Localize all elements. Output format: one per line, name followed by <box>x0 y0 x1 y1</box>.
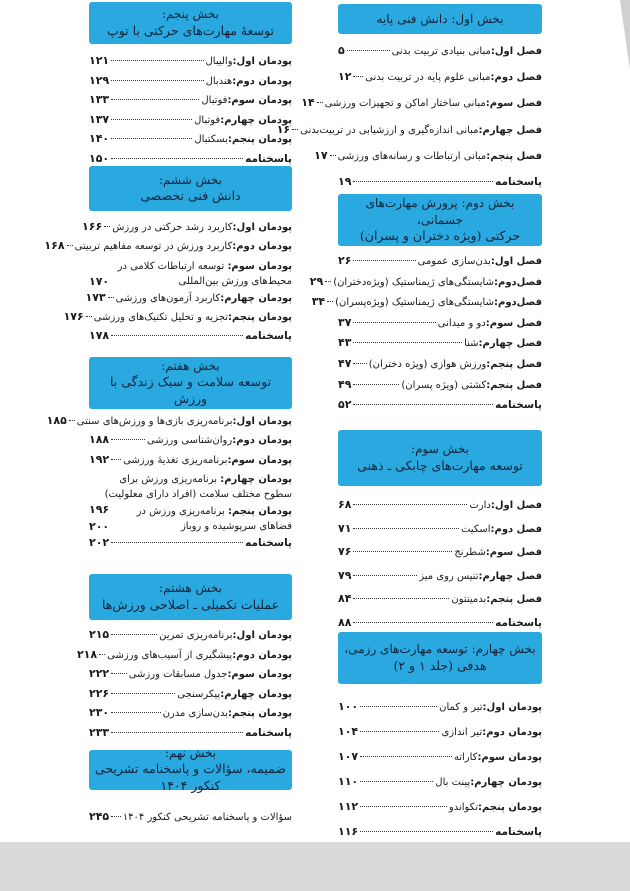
entry-title: بدمینتون <box>451 594 487 605</box>
section-entry-list <box>338 700 542 850</box>
entry-page: ۲۰۰ <box>89 519 110 533</box>
dot-leader <box>347 50 390 51</box>
toc-entry <box>82 220 292 239</box>
entry-label: پودمان سوم: <box>227 95 292 107</box>
entry-title: فوتبال <box>201 95 228 107</box>
section-entry-list <box>338 498 542 639</box>
dot-leader <box>111 542 243 543</box>
toc-entry <box>89 259 292 289</box>
toc-entry <box>89 726 292 746</box>
answer-key-label: پاسخنامه <box>495 826 542 838</box>
section-header-line: بخش هفتم: <box>161 359 220 374</box>
entry-title: برنامه‌ریزی تمرین <box>159 630 233 641</box>
section-header <box>338 194 542 246</box>
entry-label: فصل پنجم: <box>486 358 542 370</box>
toc-entry <box>89 453 292 472</box>
section-header-line: بخش نهم: <box>164 746 217 761</box>
dot-leader <box>353 575 417 576</box>
entry-page: ۴۳ <box>338 336 352 350</box>
entry-title: تنیس روی میز <box>419 570 479 582</box>
entry-page: ۲۹ <box>309 274 324 288</box>
entry-title: بدن‌سازی عمومی <box>417 256 491 267</box>
dot-leader <box>111 634 157 635</box>
entry-title: برنامه‌ریزی ورزش در فضاهای سرپوشیده و روباز <box>136 505 292 532</box>
section-header <box>89 357 292 409</box>
entry-label: پودمان پنجم: <box>227 134 292 146</box>
entry-title: بسکتبال <box>194 134 228 146</box>
entry-label: فصل چهارم: <box>478 570 542 582</box>
entry-page: ۱۸۵ <box>46 414 67 427</box>
dot-leader <box>108 297 114 298</box>
toc-entry <box>338 398 542 419</box>
entry-page: ۸۴ <box>338 592 352 605</box>
dot-leader <box>353 598 449 599</box>
entry-label: پودمان چهارم: <box>220 114 292 126</box>
dot-leader <box>104 226 110 227</box>
answer-key-label: پاسخنامه <box>495 616 542 629</box>
entry-page: ۶۸ <box>338 498 352 511</box>
entry-label: فصل چهارم: <box>478 124 542 136</box>
dot-leader <box>360 706 437 707</box>
entry-label: پودمان دوم: <box>232 649 292 661</box>
entry-title: فوتبال <box>194 114 221 126</box>
entry-title: برنامه‌ریزی ورزش برای سطوح مختلف سلامت (افراد دارای معلولیت) <box>104 473 292 500</box>
section-entry-list <box>89 54 292 172</box>
answer-key-label: پاسخنامه <box>245 536 292 549</box>
toc-entry <box>338 44 542 70</box>
dot-leader <box>360 806 447 807</box>
entry-page: ۲۶ <box>338 254 352 267</box>
section-entry-list <box>276 44 542 201</box>
entry-page: ۷۹ <box>338 568 352 582</box>
toc-entry <box>85 290 292 310</box>
entry-page: ۱۲ <box>338 70 352 84</box>
toc-entry <box>76 647 292 668</box>
entry-label: پودمان دوم: <box>232 241 292 253</box>
entry-label: فصل پنجم: <box>486 379 542 391</box>
entry-label: فصل چهارم: <box>478 338 542 350</box>
dot-leader <box>111 673 127 674</box>
section-header-line: بخش هشتم: <box>159 581 222 596</box>
toc-entry <box>338 569 542 593</box>
dot-leader <box>111 439 145 440</box>
entry-label: فصل دوم: <box>490 523 542 535</box>
entry-page: ۳۷ <box>338 315 352 329</box>
entry-page: ۵ <box>338 44 345 57</box>
toc-entry <box>338 775 542 800</box>
entry-label: پودمان اول: <box>232 56 292 67</box>
entry-title: مبانی علوم پایه در تربیت بدنی <box>365 72 491 84</box>
entry-title: شنا <box>464 338 479 350</box>
entry-label: پودمان چهارم: <box>220 688 292 700</box>
dot-leader <box>111 732 243 733</box>
dot-leader <box>111 99 199 100</box>
dot-leader <box>360 781 433 782</box>
entry-page: ۲۴۵ <box>89 810 110 823</box>
entry-label: پودمان دوم: <box>482 727 542 738</box>
entry-label: پودمان سوم: <box>227 454 292 466</box>
entry-label: فصل سوم: <box>485 317 542 329</box>
toc-entry <box>89 706 292 726</box>
entry-title: شطرنج <box>454 547 486 558</box>
entry-label: پودمان دوم: <box>232 75 292 87</box>
answer-key-label: پاسخنامه <box>245 152 292 165</box>
toc-entry <box>338 592 542 616</box>
toc-entry <box>276 122 542 149</box>
section-header <box>89 166 292 211</box>
entry-label: فصل سوم: <box>485 98 542 110</box>
page-bottom-margin <box>0 842 630 891</box>
entry-label: پودمان دوم: <box>232 435 292 447</box>
entry-title: سؤالات و پاسخنامه تشریحی کنکور ۱۴۰۴ <box>122 812 292 823</box>
dot-leader <box>360 831 493 832</box>
toc-entry <box>338 316 542 337</box>
toc-entry <box>314 148 542 175</box>
section-entry-list <box>46 414 292 555</box>
entry-label: پودمان سوم: <box>227 260 292 272</box>
entry-title: روان‌شناسی ورزشی <box>146 435 233 447</box>
entry-label: پودمان سوم: <box>477 752 542 763</box>
entry-page: ۲۱۸ <box>76 647 98 661</box>
entry-page: ۲۳۳ <box>89 725 110 739</box>
entry-title: والیبال <box>205 56 233 67</box>
entry-label: فصل‌دوم: <box>493 276 542 288</box>
dot-leader <box>292 129 298 130</box>
entry-page: ۱۹۶ <box>89 502 110 516</box>
entry-page: ۱۰۴ <box>338 725 359 738</box>
dot-leader <box>69 420 75 421</box>
toc-entry <box>338 545 542 569</box>
toc-entry <box>89 93 292 113</box>
entry-label: پودمان پنجم: <box>227 311 292 323</box>
entry-title: کاربرد رشد حرکتی در ورزش <box>112 222 233 233</box>
dot-leader <box>111 119 192 120</box>
entry-title: پیکرسنجی <box>177 688 221 700</box>
entry-title: مبانی بنیادی تربیت بدنی <box>391 46 491 57</box>
toc-entry <box>89 113 292 133</box>
dot-leader <box>360 731 439 732</box>
section-entry-list <box>76 628 292 745</box>
entry-page: ۱۱۲ <box>338 800 359 813</box>
entry-page: ۱۱۰ <box>338 775 359 788</box>
answer-key-label: پاسخنامه <box>495 399 542 412</box>
toc-entry <box>301 96 542 122</box>
entry-title: شایستگی‌های ژیمناستیک (ویژه‌دختران) <box>333 276 494 288</box>
section-header-line: حرکتی (ویژه دختران و پسران) <box>359 227 521 243</box>
entry-page: ۴۷ <box>338 356 352 370</box>
entry-page: ۲۳۰ <box>89 706 110 719</box>
dot-leader <box>353 342 462 343</box>
entry-page: ۱۹ <box>338 174 352 188</box>
dot-leader <box>353 622 493 623</box>
dot-leader <box>353 76 363 77</box>
toc-entry <box>309 274 542 296</box>
entry-title: دارت <box>469 500 491 511</box>
entry-page: ۱۴ <box>301 96 315 110</box>
toc-entry <box>46 414 292 433</box>
dot-leader <box>111 138 192 139</box>
dot-leader <box>353 322 435 323</box>
entry-title: کشتی (ویژه پسران) <box>401 379 487 391</box>
entry-title: پینت بال <box>435 777 471 788</box>
entry-label: پودمان پنجم: <box>227 708 292 719</box>
section-header <box>338 4 542 34</box>
dot-leader <box>111 816 121 817</box>
toc-entry <box>89 687 292 707</box>
toc-entry <box>89 132 292 152</box>
entry-label: پودمان پنجم: <box>227 505 292 517</box>
dot-leader <box>353 363 366 364</box>
entry-label: فصل اول: <box>490 46 542 57</box>
entry-title: کاراته <box>453 752 478 763</box>
dot-leader <box>330 155 336 156</box>
toc-entry <box>338 725 542 750</box>
entry-title: تیر و کمان <box>439 702 483 713</box>
entry-title: جدول مسابقات ورزشی <box>128 669 228 680</box>
entry-title: دو و میدانی <box>437 317 486 329</box>
entry-page: ۸۸ <box>338 615 352 629</box>
entry-page: ۵۲ <box>338 398 352 412</box>
entry-page: ۳۴ <box>311 295 326 309</box>
entry-label: پودمان چهارم: <box>220 473 292 485</box>
entry-page: ۲۲۲ <box>89 667 110 680</box>
entry-page: ۱۷۸ <box>89 329 110 343</box>
entry-label: فصل اول: <box>490 256 542 267</box>
entry-title: هندبال <box>205 75 233 87</box>
entry-page: ۱۴۰ <box>89 132 110 146</box>
answer-key-label: پاسخنامه <box>245 330 292 343</box>
toc-entry <box>338 750 542 775</box>
section-header-line: بخش اول: دانش فنی پایه <box>376 11 504 26</box>
entry-title: تکواندو <box>448 802 478 813</box>
entry-title: ورزش هوازی (ویژه دختران) <box>368 358 487 370</box>
entry-page: ۱۶۶ <box>82 220 103 233</box>
entry-label: پودمان پنجم: <box>477 802 542 813</box>
dot-leader <box>327 301 333 302</box>
answer-key-label: پاسخنامه <box>245 726 292 739</box>
entry-label: پودمان سوم: <box>227 669 292 680</box>
section-header <box>338 430 542 486</box>
entry-label: فصل اول: <box>490 500 542 511</box>
dot-leader <box>353 404 493 405</box>
dot-leader <box>111 158 243 159</box>
entry-page: ۲۱۵ <box>89 628 110 641</box>
toc-entry <box>338 378 542 399</box>
dot-leader <box>353 504 467 505</box>
entry-title: برنامه‌ریزی تغذیهٔ ورزشی <box>123 454 228 466</box>
entry-label: پودمان اول: <box>232 416 292 427</box>
entry-title: بدن‌سازی مدرن <box>162 708 228 719</box>
entry-page: ۷۶ <box>338 545 352 558</box>
entry-page: ۱۳۷ <box>89 112 110 126</box>
entry-page: ۱۶ <box>276 122 291 136</box>
section-header <box>89 574 292 620</box>
section-header <box>338 632 542 684</box>
entry-title: تیر اندازی <box>441 727 483 738</box>
section-entry-list <box>309 254 542 419</box>
section-header-line: ضمیمه، سؤالات و پاسخنامه تشریحی کنکور ۱۴۰۴ <box>94 761 287 794</box>
toc-entry <box>89 433 292 452</box>
entry-title: کاربرد آزمون‌های ورزشی <box>115 292 221 304</box>
entry-page: ۱۰۰ <box>338 700 359 713</box>
entry-page: ۲۰۲ <box>89 535 110 549</box>
entry-label: پودمان اول: <box>232 630 292 641</box>
dot-leader <box>111 80 203 81</box>
entry-page: ۱۰۷ <box>338 750 359 763</box>
toc-entry <box>89 810 292 828</box>
entry-label: فصل پنجم: <box>486 150 542 162</box>
dot-leader <box>353 260 415 261</box>
dot-leader <box>353 384 399 385</box>
entry-label: فصل دوم: <box>490 72 542 84</box>
toc-entry <box>44 239 292 258</box>
toc-entry <box>89 628 292 648</box>
dot-leader <box>67 245 73 246</box>
entry-title: اسکیت <box>460 523 491 535</box>
entry-page: ۱۳۳ <box>89 93 110 107</box>
page-corner <box>620 0 630 70</box>
toc-entry <box>338 357 542 378</box>
toc-entry <box>311 295 542 316</box>
entry-page: ۱۵۰ <box>89 151 110 165</box>
section-header-line: بخش چهارم: توسعه مهارت‌های رزمی، <box>344 642 536 657</box>
entry-label: فصل پنجم: <box>486 594 542 605</box>
toc-entry <box>89 74 292 94</box>
entry-label: پودمان چهارم: <box>220 292 292 304</box>
dot-leader <box>325 281 331 282</box>
entry-label: فصل‌دوم: <box>493 297 542 309</box>
section-header-line: توسعه سلامت و سبک زندگی با ورزش <box>109 374 272 407</box>
entry-label: پودمان اول: <box>482 702 542 713</box>
entry-label: پودمان اول: <box>232 222 292 233</box>
dot-leader <box>360 756 452 757</box>
toc-entry <box>338 700 542 725</box>
toc-entry <box>89 536 292 555</box>
entry-label: فصل سوم: <box>485 547 542 558</box>
dot-leader <box>317 102 323 103</box>
dot-leader <box>111 459 121 460</box>
entry-title: مبانی ساختار اماکن و تجهیزات ورزشی <box>324 98 486 110</box>
section-header-line: توسعهٔ مهارت‌های حرکتی با توپ <box>106 22 275 38</box>
toc-entry <box>338 522 542 546</box>
dot-leader <box>111 693 175 694</box>
dot-leader <box>86 316 92 317</box>
entry-title: تجزیه و تحلیل تکنیک‌های ورزشی <box>93 311 228 323</box>
toc-entry <box>338 336 542 357</box>
dot-leader <box>353 181 493 182</box>
entry-title: کاربرد ورزش در توسعه مفاهیم تربیتی <box>74 241 233 253</box>
answer-key-label: پاسخنامه <box>495 175 542 188</box>
dot-leader <box>99 654 105 655</box>
toc-entry <box>338 498 542 522</box>
toc-entry <box>338 800 542 825</box>
section-header-line: بخش ششم: <box>159 172 222 187</box>
dot-leader <box>111 712 160 713</box>
entry-page: ۷۱ <box>338 521 352 535</box>
section-header-line: عملیات تکمیلی ـ اصلاحی ورزش‌ها <box>101 596 280 612</box>
entry-page: ۱۶۸ <box>44 239 65 253</box>
toc-entry <box>338 70 542 96</box>
entry-title: مبانی اندازه‌گیری و ارزشیابی در تربیت‌بدنی <box>300 124 479 136</box>
entry-title: شایستگی‌های ژیمناستیک (ویژه‌پسران) <box>335 297 494 309</box>
dot-leader <box>111 335 243 336</box>
entry-title: توسعه ارتباطات کلامی در محیط‌های ورزش بین‌المللی <box>117 260 292 287</box>
entry-page: ۱۱۶ <box>338 825 359 838</box>
entry-page: ۱۷۰ <box>89 274 110 288</box>
section-header-line: توسعه مهارت‌های چابکی ـ ذهنی <box>357 457 523 473</box>
section-header-line: دانش فنی تخصصی <box>140 188 241 204</box>
entry-page: ۴۹ <box>338 377 352 391</box>
toc-entry <box>89 504 292 534</box>
entry-page: ۱۲۱ <box>89 54 110 67</box>
entry-page: ۱۹۲ <box>89 452 110 466</box>
section-header-line: هدفی (جلد ۱ و ۲) <box>393 657 487 673</box>
section-header-line: بخش سوم: <box>411 442 469 457</box>
dot-leader <box>111 60 203 61</box>
section-header-line: بخش پنجم: <box>162 7 219 22</box>
toc-entry <box>89 329 292 348</box>
toc-entry <box>89 667 292 687</box>
section-entry-list <box>44 220 292 348</box>
section-header <box>89 746 292 794</box>
entry-page: ۲۲۶ <box>89 686 110 700</box>
entry-title: مبانی ارتباطات و رسانه‌های ورزشی <box>337 150 487 162</box>
entry-page: ۱۷۳ <box>85 290 106 304</box>
toc-entry <box>89 54 292 74</box>
section-entry-list <box>89 810 292 828</box>
toc-entry <box>338 254 542 275</box>
dot-leader <box>353 528 459 529</box>
section-header-line: بخش دوم: پرورش مهارت‌های جسمانی، <box>365 196 515 227</box>
entry-page: ۱۲۹ <box>89 73 110 87</box>
entry-page: ۱۷۶ <box>63 309 84 323</box>
entry-page: ۱۸۸ <box>89 433 110 447</box>
entry-page: ۱۷ <box>314 148 328 162</box>
entry-title: برنامه‌ریزی بازی‌ها و ورزش‌های سنتی <box>76 416 233 427</box>
entry-label: پودمان چهارم: <box>470 777 542 788</box>
dot-leader <box>353 551 452 552</box>
entry-title: پیشگیری از آسیب‌های ورزشی <box>107 649 233 661</box>
toc-entry <box>63 309 292 329</box>
section-header <box>89 2 292 44</box>
